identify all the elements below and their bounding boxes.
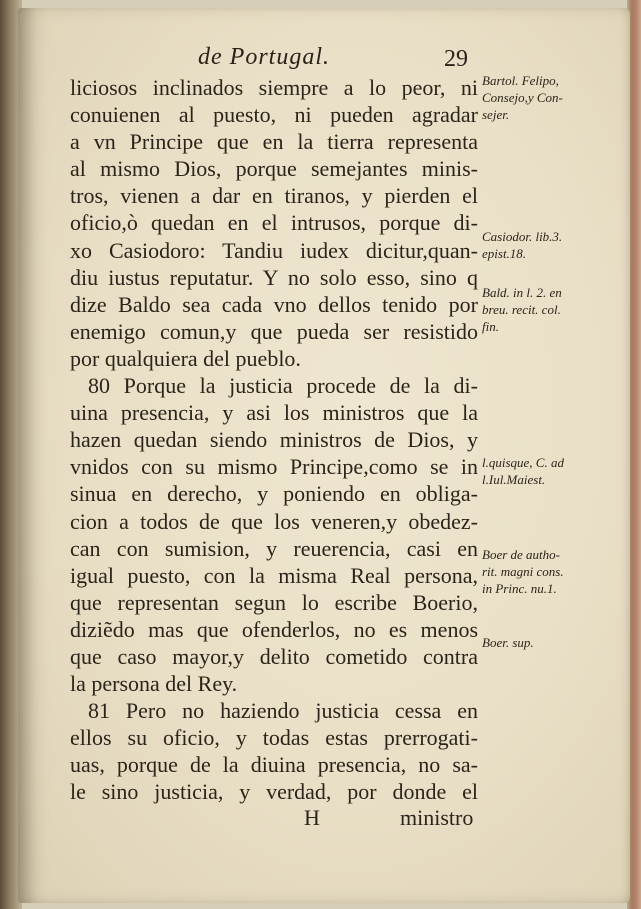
- text-line: uas, porque de la diuina presencia, no sa-: [70, 752, 478, 778]
- running-title: de Portugal.: [198, 44, 330, 70]
- note-line: epist.18.: [482, 246, 527, 261]
- text-line: xo Casiodoro: Tandiu iudex dicitur,quan-: [70, 237, 478, 263]
- note-line: sejer.: [482, 107, 510, 122]
- note-line: Bald. in l. 2. en: [482, 285, 562, 300]
- main-text-block: [70, 74, 478, 806]
- text-line: can con sumision, y reuerencia, casi en: [70, 535, 478, 561]
- marginal-note-casiodoro: [482, 228, 562, 262]
- text-line: ellos su oficio, y todas estas prerrogati-: [70, 725, 478, 751]
- page-number: 29: [444, 46, 468, 72]
- text-line: por qualquiera del pueblo.: [70, 345, 301, 371]
- note-line: l.Iul.Maiest.: [482, 472, 546, 487]
- text-line: vnidos con su mismo Principe,como se in: [70, 454, 478, 480]
- marginal-note-baldo: [482, 284, 562, 335]
- marginal-note-boer-sup: [482, 634, 534, 651]
- note-line: Consejo,y Con-: [482, 90, 563, 105]
- note-line: fin.: [482, 319, 499, 334]
- text-line: uina presencia, y asi los ministros que la: [70, 400, 478, 426]
- text-line: diu iustus reputatur. Y no solo esso, sino q: [70, 264, 478, 290]
- text-line: enemigo comun,y que pueda ser resistido: [70, 318, 478, 344]
- text-line: liciosos inclinados siempre a lo peor, ni: [70, 75, 478, 100]
- text-line: hazen quedan siendo ministros de Dios, y: [70, 427, 478, 453]
- text-line: le sino justicia, y verdad, por donde el: [70, 779, 478, 805]
- paragraph-81-start: 81 Pero no haziendo justicia cessa en: [88, 698, 478, 724]
- text-line: diziẽdo mas que ofenderlos, no es menos: [70, 616, 478, 642]
- text-line: que caso mayor,y delito cometido contra: [70, 643, 478, 669]
- paragraph-80-start: 80 Porque la justicia procede de la di-: [88, 373, 478, 399]
- note-line: Bartol. Felipo,: [482, 73, 559, 88]
- text-line: a vn Principe que en la tierra representa: [70, 129, 478, 155]
- text-line: que representan segun lo escribe Boerio,: [70, 589, 478, 615]
- note-line: Boer. sup.: [482, 635, 534, 650]
- text-line: sinua en derecho, y poniendo en obliga-: [70, 481, 478, 507]
- text-line: oficio,ò quedan en el intrusos, porque di-: [70, 210, 478, 236]
- text-line: dize Baldo sea cada vno dellos tenido por: [70, 291, 478, 317]
- note-line: breu. recit. col.: [482, 302, 561, 317]
- note-line: Casiodor. lib.3.: [482, 229, 563, 244]
- marginal-note-lex-quisque: [482, 454, 564, 488]
- text-line: conuienen al puesto, ni pueden agradar: [70, 102, 478, 128]
- note-line: Boer de autho-: [482, 547, 560, 562]
- catchword: ministro: [400, 805, 474, 830]
- signature-mark: H: [304, 805, 320, 830]
- note-line: l.quisque, C. ad: [482, 455, 564, 470]
- text-line: al mismo Dios, porque semejantes minis-: [70, 156, 478, 182]
- book-page: [18, 8, 630, 903]
- note-line: in Princ. nu.1.: [482, 581, 557, 596]
- text-line: igual puesto, con la misma Real persona,: [70, 562, 478, 588]
- text-line: la persona del Rey.: [70, 671, 238, 697]
- marginal-note-bartolo: [482, 72, 563, 123]
- marginal-note-boerio: [482, 546, 564, 597]
- text-line: tros, vienen a dar en tiranos, y pierden el: [70, 183, 478, 209]
- note-line: rit. magni cons.: [482, 564, 564, 579]
- text-line: cion a todos de que los veneren,y obedez-: [70, 508, 478, 534]
